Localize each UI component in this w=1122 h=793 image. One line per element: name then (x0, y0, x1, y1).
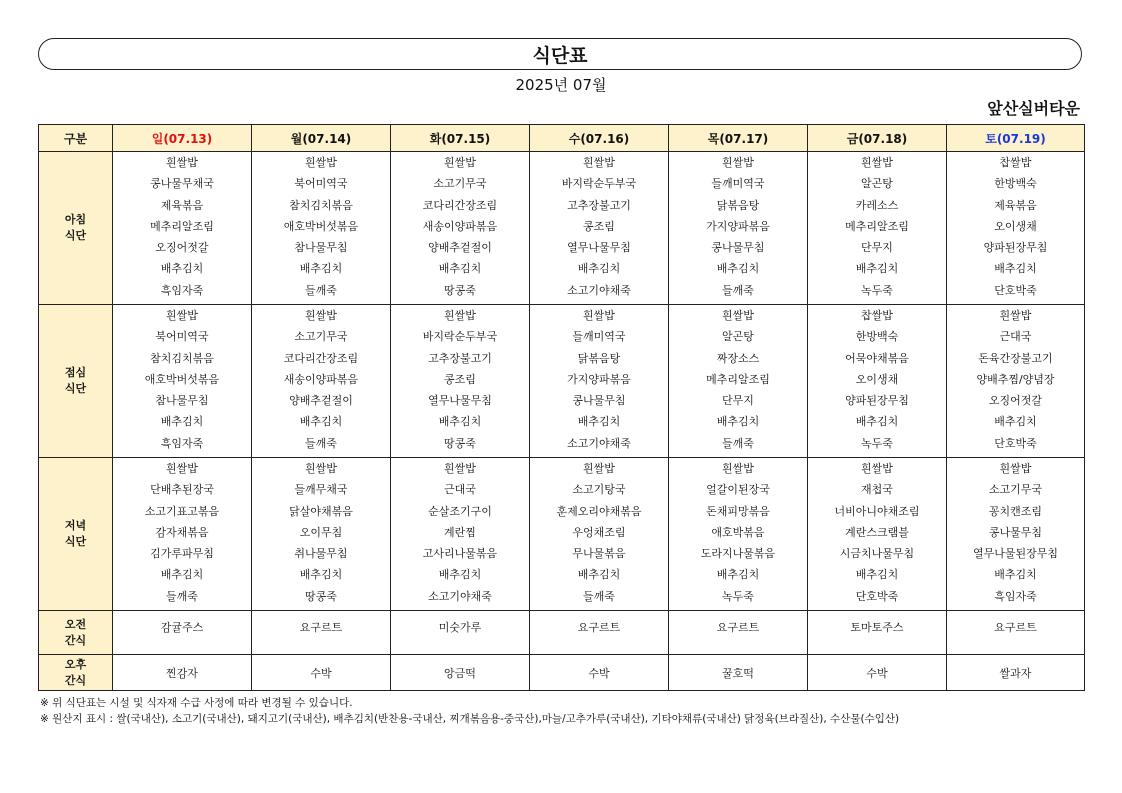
menu-item: 흰쌀밥 (305, 156, 337, 169)
menu-item: 한방백숙 (994, 177, 1037, 191)
dinner-cell (252, 458, 391, 611)
menu-item: 들깨죽 (305, 283, 337, 297)
notes (40, 695, 899, 727)
menu-item: 메추리알조림 (845, 219, 909, 233)
menu-date: 2025년 07월 (515, 76, 607, 94)
pm_snack-cell: 꿀호떡 (669, 655, 808, 691)
lunch-cell (113, 305, 252, 458)
lunch-cell (808, 305, 947, 458)
menu-item: 순살조기구이 (428, 504, 492, 518)
menu-item: 무나물볶음 (572, 547, 626, 561)
day-header: 월(07.14) (252, 125, 391, 152)
menu-item: 계란스크램블 (845, 525, 909, 539)
row-label-line: 간식 (64, 673, 87, 687)
row-label-line: 식단 (64, 229, 87, 242)
menu-item: 배추김치 (299, 568, 343, 582)
menu-item: 흰쌀밥 (583, 156, 615, 169)
menu-item: 들깨무채국 (294, 483, 348, 497)
menu-item: 참치김치볶음 (289, 198, 353, 212)
day-header: 목(07.17) (669, 125, 808, 152)
menu-item: 참나물무침 (155, 394, 209, 408)
menu-item: 한방백숙 (855, 330, 899, 344)
menu-item: 흑임자죽 (160, 283, 204, 297)
menu-item: 짜장소스 (716, 351, 760, 365)
menu-item: 취나물무침 (294, 547, 348, 561)
am_snack-cell: 감귤주스 (113, 611, 252, 655)
menu-item: 단무지 (722, 394, 754, 408)
menu-item: 땅콩죽 (444, 436, 476, 450)
menu-item: 들깨죽 (166, 589, 198, 603)
menu-item: 바지락순두부국 (561, 177, 637, 191)
menu-item: 배추김치 (438, 415, 482, 429)
dinner-cell (669, 458, 808, 611)
menu-item: 녹두죽 (861, 436, 893, 450)
am_snack-cell: 요구르트 (252, 611, 391, 655)
menu-item: 단무지 (861, 241, 893, 255)
menu-item: 흰쌀밥 (305, 309, 337, 322)
menu-item: 소고기야채죽 (428, 589, 492, 603)
facility-name: 앞산실버타운 (987, 99, 1080, 118)
pm_snack-cell: 수박 (530, 655, 669, 691)
menu-item: 배추김치 (716, 415, 760, 429)
menu-item: 돈육간장불고기 (978, 351, 1053, 365)
menu-item: 흰쌀밥 (999, 462, 1032, 475)
dinner-cell (530, 458, 669, 611)
menu-item: 배추김치 (994, 262, 1037, 276)
menu-item: 닭살야채볶음 (289, 504, 353, 518)
menu-item: 흰쌀밥 (583, 309, 615, 322)
menu-item: 찹쌀밥 (999, 156, 1032, 169)
am_snack-cell: 미숫가루 (391, 611, 530, 655)
menu-item: 가지양파볶음 (706, 219, 770, 233)
breakfast-label (39, 152, 113, 305)
menu-item: 근대국 (999, 330, 1032, 344)
breakfast-cell (669, 152, 808, 305)
menu-item: 참치김치볶음 (150, 351, 214, 365)
dinner-cell (808, 458, 947, 611)
menu-item: 우엉채조림 (572, 525, 626, 539)
day-header: 일(07.13) (113, 125, 252, 152)
menu-item: 배추김치 (438, 568, 482, 582)
menu-item: 꽁치캔조림 (988, 504, 1043, 518)
menu-item: 소고기무국 (433, 177, 487, 191)
menu-item: 소고기무국 (988, 483, 1043, 497)
menu-item: 배추김치 (716, 262, 760, 276)
menu-item: 배추김치 (438, 262, 482, 276)
lunch-cell (252, 305, 391, 458)
menu-item: 녹두죽 (722, 589, 754, 603)
lunch-cell (391, 305, 530, 458)
menu-item: 흰쌀밥 (166, 156, 198, 169)
menu-item: 들깨죽 (722, 436, 754, 450)
menu-item: 흑임자죽 (994, 589, 1037, 603)
menu-item: 오징어젓갈 (988, 394, 1043, 408)
menu-item: 들깨미역국 (711, 177, 765, 191)
am_snack-row (39, 611, 1085, 655)
menu-item: 오이생채 (994, 219, 1037, 233)
lunch-row (39, 305, 1085, 458)
note-line: ※ 위 식단표는 시설 및 식자재 수급 사정에 따라 변경될 수 있습니다. (40, 697, 353, 709)
menu-item: 단호박죽 (994, 283, 1037, 297)
menu-item: 바지락순두부국 (422, 330, 498, 344)
menu-item: 배추김치 (577, 568, 621, 582)
menu-item: 배추김치 (160, 262, 204, 276)
breakfast-cell (530, 152, 669, 305)
menu-item: 어묵야채볶음 (845, 351, 909, 365)
menu-item: 흑임자죽 (160, 436, 204, 450)
row-label-line: 식단 (64, 382, 87, 395)
row-label-line: 저녁 (64, 519, 87, 532)
menu-item: 흰쌀밥 (444, 462, 476, 475)
menu-item: 코다리간장조림 (422, 198, 498, 212)
menu-item: 양배추겉절이 (289, 394, 353, 408)
day-header: 금(07.18) (808, 125, 947, 152)
menu-item: 단호박죽 (855, 589, 899, 603)
menu-item: 북어미역국 (155, 330, 209, 344)
day-header: 수(07.16) (530, 125, 669, 152)
menu-item: 흰쌀밥 (722, 462, 754, 475)
menu-item: 땅콩죽 (305, 589, 337, 603)
breakfast-cell (113, 152, 252, 305)
row-label-line: 간식 (64, 633, 87, 647)
menu-item: 카레소스 (855, 198, 899, 212)
pm_snack-cell: 쌀과자 (947, 655, 1085, 691)
menu-item: 배추김치 (160, 568, 204, 582)
menu-item: 콩나물무침 (572, 394, 626, 408)
menu-item: 흰쌀밥 (305, 462, 337, 475)
menu-item: 배추김치 (160, 415, 204, 429)
menu-item: 도라지나물볶음 (700, 547, 776, 561)
menu-item: 콩조림 (444, 372, 476, 386)
header-row (39, 125, 1085, 152)
menu-item: 흰쌀밥 (444, 309, 476, 322)
menu-item: 들깨죽 (722, 283, 754, 297)
menu-item: 돈채피망볶음 (706, 504, 770, 518)
menu-item: 재첩국 (861, 483, 893, 497)
day-header: 토(07.19) (947, 125, 1085, 152)
menu-item: 닭볶음탕 (716, 198, 760, 212)
menu-item: 배추김치 (299, 415, 343, 429)
menu-item: 배추김치 (299, 262, 343, 276)
menu-item: 들깨죽 (583, 589, 615, 603)
menu-item: 애호박버섯볶음 (144, 372, 220, 386)
title-text: 식단표 (532, 44, 588, 67)
menu-item: 메추리알조림 (706, 372, 770, 386)
lunch-cell (530, 305, 669, 458)
menu-item: 소고기탕국 (572, 483, 626, 497)
menu-item: 너비아니야채조림 (834, 504, 920, 518)
header-label: 구분 (39, 125, 113, 152)
menu-item: 오이생채 (855, 372, 899, 386)
lunch-label (39, 305, 113, 458)
breakfast-cell (808, 152, 947, 305)
menu-item: 김가루파무침 (150, 547, 214, 561)
menu-item: 콩조림 (583, 219, 615, 233)
menu-item: 애호박버섯볶음 (283, 219, 359, 233)
menu-item: 콩나물무침 (988, 525, 1043, 539)
menu-item: 땅콩죽 (444, 283, 476, 297)
menu-item: 배추김치 (577, 415, 621, 429)
menu-item: 양배추찜/양념장 (976, 372, 1055, 386)
pm_snack-cell: 수박 (252, 655, 391, 691)
menu-item: 흰쌀밥 (861, 462, 893, 475)
menu-item: 콩나물무채국 (150, 177, 214, 191)
row-label-line: 오전 (64, 617, 87, 631)
menu-item: 들깨미역국 (572, 330, 626, 344)
menu-item: 고사리나물볶음 (422, 547, 498, 561)
menu-item: 계란찜 (444, 525, 476, 539)
pm_snack-row (39, 655, 1085, 691)
page-title (38, 38, 1082, 70)
dinner-cell (113, 458, 252, 611)
menu-item: 오이무침 (299, 525, 343, 539)
menu-item: 흰쌀밥 (999, 309, 1032, 322)
dinner-cell (391, 458, 530, 611)
menu-item: 소고기표고볶음 (144, 504, 220, 518)
menu-item: 단배추된장국 (150, 483, 214, 497)
menu-item: 메추리알조림 (150, 219, 214, 233)
row-label-line: 아침 (64, 213, 87, 226)
breakfast-cell (947, 152, 1085, 305)
menu-item: 고추장불고기 (428, 351, 492, 365)
menu-item: 근대국 (444, 483, 476, 497)
menu-item: 열무나물무침 (567, 241, 631, 255)
menu-item: 소고기야채죽 (567, 436, 631, 450)
menu-item: 배추김치 (855, 568, 899, 582)
menu-item: 흰쌀밥 (583, 462, 615, 475)
am_snack-cell: 요구르트 (530, 611, 669, 655)
menu-item: 알곤탕 (722, 330, 754, 344)
am_snack-label (39, 611, 113, 655)
am_snack-cell: 토마토주스 (808, 611, 947, 655)
menu-item: 오징어젓갈 (155, 241, 209, 255)
menu-item: 단호박죽 (994, 436, 1037, 450)
row-label-line: 식단 (64, 535, 87, 548)
breakfast-cell (252, 152, 391, 305)
menu-item: 흰쌀밥 (444, 156, 476, 169)
menu-item: 녹두죽 (861, 283, 893, 297)
breakfast-row (39, 152, 1085, 305)
menu-item: 애호박볶음 (711, 525, 765, 539)
menu-item: 감자채볶음 (155, 525, 209, 539)
menu-item: 들깨죽 (305, 436, 337, 450)
menu-item: 열무나물된장무침 (972, 547, 1058, 561)
dinner-label (39, 458, 113, 611)
menu-item: 배추김치 (994, 415, 1037, 429)
menu-item: 양파된장무침 (983, 241, 1048, 255)
am_snack-cell: 요구르트 (669, 611, 808, 655)
menu-item: 흰쌀밥 (722, 156, 754, 169)
menu-item: 배추김치 (855, 415, 899, 429)
breakfast-cell (391, 152, 530, 305)
menu-item: 시금치나물무침 (839, 547, 915, 561)
menu-item: 가지양파볶음 (567, 372, 631, 386)
menu-item: 배추김치 (577, 262, 621, 276)
dinner-cell (947, 458, 1085, 611)
menu-item: 새송이양파볶음 (422, 219, 498, 233)
menu-item: 훈제오리야채볶음 (556, 504, 642, 518)
pm_snack-cell: 앙금떡 (391, 655, 530, 691)
pm_snack-label (39, 655, 113, 691)
menu-item: 코다리간장조림 (283, 351, 359, 365)
row-label-line: 점심 (64, 366, 87, 379)
menu-item: 배추김치 (716, 568, 760, 582)
menu-item: 찹쌀밥 (861, 309, 893, 322)
lunch-cell (669, 305, 808, 458)
am_snack-cell: 요구르트 (947, 611, 1085, 655)
menu-item: 소고기무국 (294, 330, 348, 344)
menu-item: 얼갈이된장국 (706, 483, 770, 497)
menu-item: 열무나물무침 (428, 394, 492, 408)
menu-item: 알곤탕 (861, 177, 893, 191)
menu-item: 배추김치 (855, 262, 899, 276)
menu-item: 소고기야채죽 (567, 283, 631, 297)
note-line: ※ 원산지 표시 : 쌀(국내산), 소고기(국내산), 돼지고기(국내산), 배추김치(반찬용-국내산, 찌개볶음용-중국산),마늘/고추가루(국내산), 기타야채류(국내산) 닭정육(브라질산), 수산물(수입산) (40, 713, 900, 725)
menu-item: 콩나물무침 (711, 241, 765, 255)
day-header: 화(07.15) (391, 125, 530, 152)
menu-item: 흰쌀밥 (861, 156, 893, 169)
menu-item: 흰쌀밥 (166, 309, 198, 322)
dinner-row (39, 458, 1085, 611)
menu-item: 고추장불고기 (567, 198, 631, 212)
menu-item: 흰쌀밥 (166, 462, 198, 475)
menu-item: 닭볶음탕 (577, 351, 621, 365)
menu-table (38, 124, 1085, 691)
menu-item: 북어미역국 (294, 177, 348, 191)
menu-item: 흰쌀밥 (722, 309, 754, 322)
lunch-cell (947, 305, 1085, 458)
menu-item: 양배추겉절이 (428, 241, 492, 255)
menu-item: 배추김치 (994, 568, 1037, 582)
menu-item: 제육볶음 (160, 198, 204, 212)
menu-item: 양파된장무침 (845, 394, 909, 408)
pm_snack-cell: 찐감자 (113, 655, 252, 691)
pm_snack-cell: 수박 (808, 655, 947, 691)
menu-item: 제육볶음 (994, 198, 1037, 212)
row-label-line: 오후 (64, 657, 87, 671)
menu-item: 새송이양파볶음 (283, 372, 359, 386)
menu-item: 참나물무침 (294, 241, 348, 255)
